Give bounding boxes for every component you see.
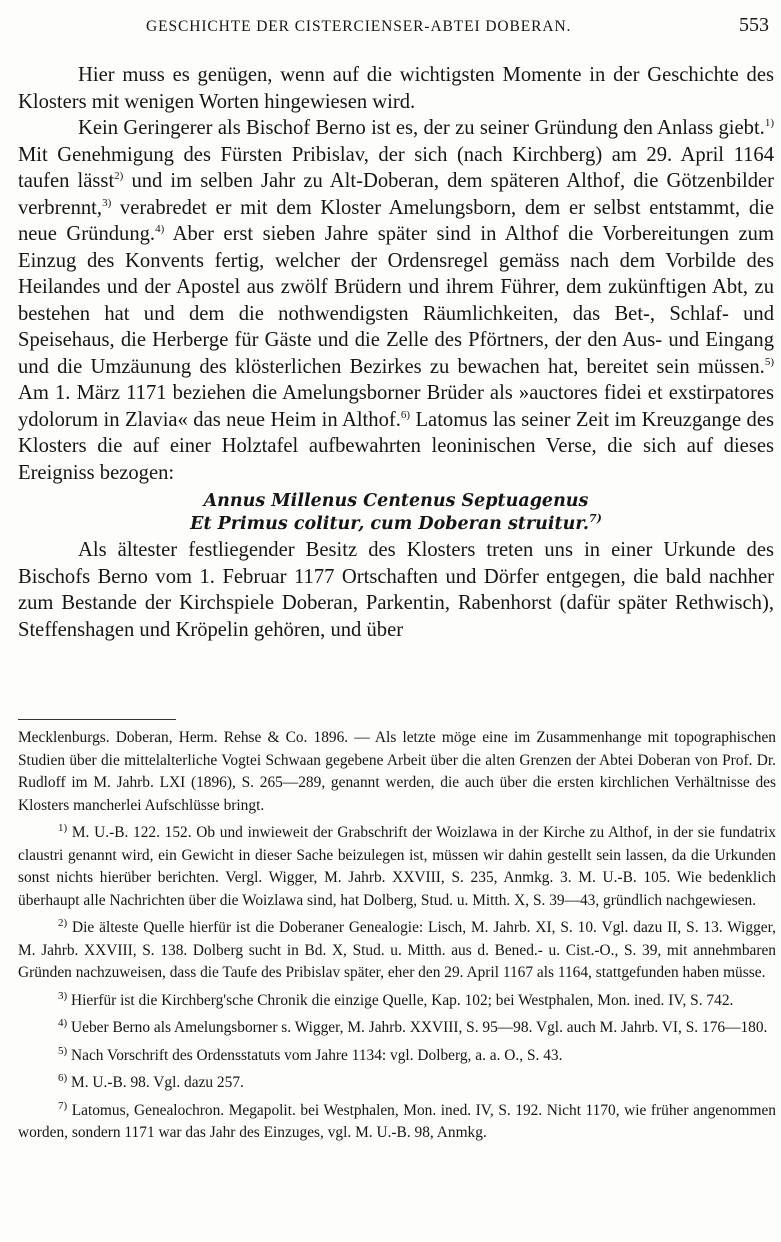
footnote-5: $^{5)}$ Nach Vorschrift des Ordensstatuts vom Jahre 1134: vgl. Dolberg, a. a. O., S. 43. [58,1044,563,1064]
footnotes [18,727,776,1150]
footnote-ref: 6) [400,408,411,421]
footnote-continued: Mecklenburgs. Doberan, Herm. Rehse & Co. 1896. — Als letzte möge eine im Zusammenhange mit topographischen Studien über die mittelalterliche Vogtei Schwaan gegebene Arbeit über die alten Grenzen der Abtei Doberan von Prof. Dr. Rudloff im M. Jahrb. LXI (1896), S. 265—289, genannt werden, die auch über die ersten kirchlichen Verhältnisse des Klosters mancherlei Aufschlüsse bringt. [18,729,776,814]
footnote-7: $^{7)}$ Latomus, Genealochron. Megapolit. bei Westphalen, Mon. ined. IV, S. 192. Nicht 1170, wie früher angenommen worden, sondern 1171 war das Jahr des Einzuges, vgl. M. U.-B. 98, Anmkg. [18,1099,776,1141]
footnote-1: $^{1)}$ M. U.-B. 122. 152. Ob und inwieweit der Grabschrift der Woizlawa in der Kirche zu Althof, in der sie fundatrix claustri genannt wird, ein Gewicht in dieser Sache beizulegen ist, müssen wir dahin gestellt sein lassen, da die Urkunden sonst nichts hierüber berichten. Vergl. Wigger, M. Jahrb. XXVIII, S. 235, Anmkg. 3. M. U.-B. 105. Wie bedenklich überhaupt alle Nachrichten über die Woizlawa sind, hat Dolberg, Stud. u. Mitth. X, S. 39—43, gründlich nachgewiesen. [18,821,776,909]
footnote-ref: 3) [102,196,112,209]
footnote-ref: 1) [764,117,774,130]
verse-line-1: Annus Millenus Centenus Septuagenus [203,491,589,511]
footnote-ref: 7) [589,511,602,525]
footnote-separator [18,719,176,720]
footnote-6: $^{6)}$ M. U.-B. 98. Vgl. dazu 257. [58,1071,244,1091]
running-title: GESCHICHTE DER CISTERCIENSER-ABTEI DOBERAN. [146,18,572,35]
footnote-ref: 2) [114,170,124,183]
page-number: 553 [739,14,769,36]
footnote-4: $^{4)}$ Ueber Berno als Amelungsborner s. Wigger, M. Jahrb. XXVIII, S. 95—98. Vgl. auch M. Jahrb. VI, S. 176—180. [58,1016,768,1036]
paragraph-intro: Hier muss es genügen, wenn auf die wichtigsten Momente in der Geschichte des Klosters mit wenigen Worten hingewiesen wird. [18,64,774,113]
leonine-verse [18,490,774,535]
footnote-2: $^{2)}$ Die älteste Quelle hierfür ist die Doberaner Genealogie: Lisch, M. Jahrb. XI, S. 10. Vgl. dazu II, S. 13. Wigger, M. Jahrb. XXVIII, S. 138. Dolberg sucht in Bd. X, Stud. u. Mitth. aus d. Bened.- u. Cist.-O., S. 39, mit annehmbaren Gründen nachzuweisen, dass die Taufe des Pribislav später, eher den 29. April 1167 als 1164, stattgefunden haben müsse. [18,916,776,981]
verse-line-2: Et Primus colitur, cum Doberan struitur.$^{7)}$ [190,511,602,534]
paragraph-founding: Kein Geringerer als Bischof Berno ist es, der zu seiner Gründung den Anlass giebt.$^{1)}$ Mit Genehmigung des Fürsten Pribislav, der sich (nach Kirchberg) am 29. April 1164 taufen lässt$^{2)}$ und im selben Jahr zu Alt-Doberan, dem späteren Althof, die Götzenbilder verbrennt,$^{3)}$ verabredet er mit dem Kloster Amelungsborn, dem er selbst entstammt, die neue Gründung.$^{4)}$ Aber erst sieben Jahre später sind in Althof die Vorbereitungen zum Einzug des Konvents fertig, welcher der Ordensregel gemäss nach dem Vorbilde des Heilandes und der Apostel aus zwölf Brüdern und ihrem Führer, dem zukünftigen Abt, zu bestehen hat und dem die nothwendigsten Räumlichkeiten, das Bet-, Schlaf- und Speisehaus, die Herberge für Gäste und die Zelle des Pförtners, der den Aus- und Eingang und die Umzäunung des klösterlichen Bezirkes zu bewachen hat, bereitet sein müssen.$^{5)}$ Am 1. März 1171 beziehen die Amelungsborner Brüder als »auctores fidei et exstirpatores ydolorum in Zlavia« das neue Heim in Althof.$^{6)}$ Latomus las seiner Zeit im Kreuzgange des Klosters die auf einer Holztafel aufbewahrten leoninischen Verse, die sich auf dieses Ereigniss bezogen: [18,117,774,484]
paragraph-possessions: Als ältester festliegender Besitz des Klosters treten uns in einer Urkunde des Bischofs Berno vom 1. Februar 1177 Ortschaften und Dörfer entgegen, die bald nachher zum Bestande der Kirchspiele Doberan, Parkentin, Rabenhorst (dafür später Rethwisch), Steffenshagen und Kröpelin gehören, und über [18,539,774,641]
footnote-ref: 4) [155,223,165,236]
running-header [18,14,769,44]
footnote-ref: 5) [764,355,774,368]
main-text [18,62,774,643]
footnote-3: $^{3)}$ Hierfür ist die Kirchberg'sche Chronik die einzige Quelle, Kap. 102; bei Westphalen, Mon. ined. IV, S. 742. [58,989,734,1009]
